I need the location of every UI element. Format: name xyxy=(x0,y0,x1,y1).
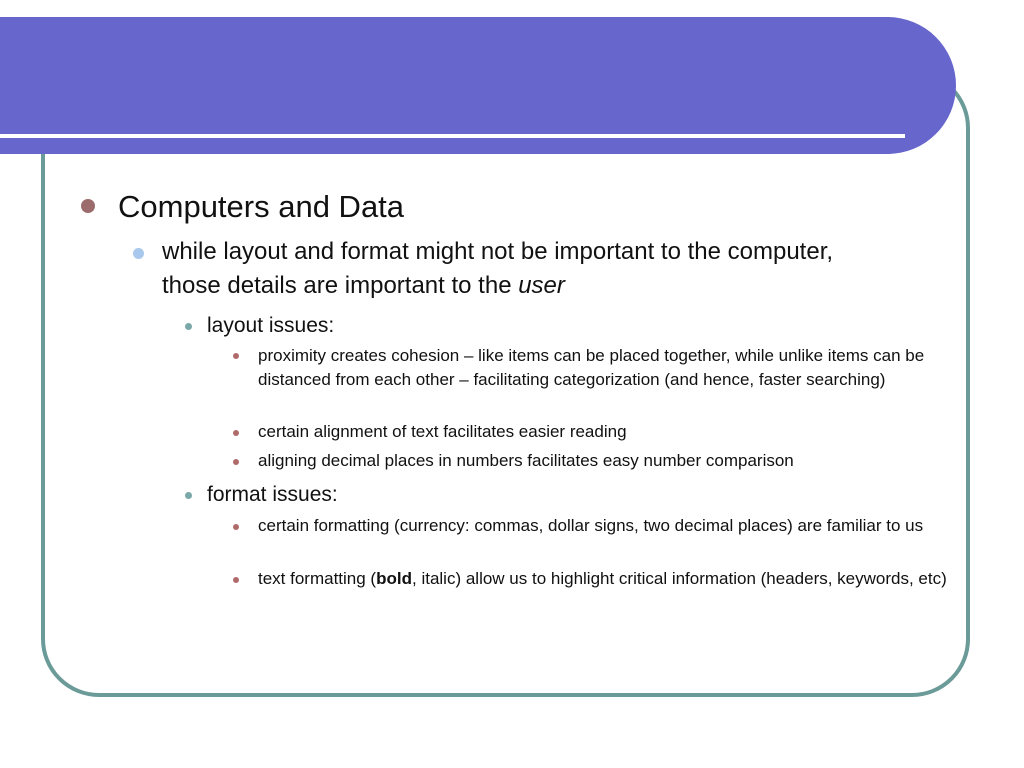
bullet-level4-icon xyxy=(233,577,239,583)
layout-issue-item-3: aligning decimal places in numbers facilitates easy number comparison xyxy=(258,451,794,470)
format-issue-item-2 xyxy=(258,567,948,591)
heading-computers-and-data: Computers and Data xyxy=(118,189,405,224)
layout-issue-item-1: proximity creates cohesion – like items can be placed together, while unlike items can be distanced from each other – facilitating categorization (and hence, faster searching) xyxy=(258,346,925,389)
bullet-level3-icon xyxy=(185,323,192,330)
format-issue-item-2-after: , italic) allow us to highlight critical information (headers, keywords, etc) xyxy=(412,569,947,588)
layout-issue-item-2: certain alignment of text facilitates easier reading xyxy=(258,422,627,441)
main-point-text: while layout and format might not be important to the computer, those details are important to the xyxy=(162,238,834,299)
format-issue-item-1: certain formatting (currency: commas, dollar signs, two decimal places) are familiar to us xyxy=(258,516,924,535)
format-issue-item-2-before: text formatting ( xyxy=(258,569,377,588)
format-issues-label: format issues: xyxy=(207,483,338,506)
bullet-level4-icon xyxy=(233,430,239,436)
bullet-level4-icon xyxy=(233,524,239,530)
format-issue-item-2-bold: bold xyxy=(376,569,412,588)
bullet-level4-icon xyxy=(233,459,239,465)
bullet-level4-icon xyxy=(233,353,239,359)
layout-issues-label: layout issues: xyxy=(207,314,335,337)
bullet-level3-icon xyxy=(185,492,192,499)
bullet-level1-icon xyxy=(81,199,95,213)
main-point-emphasis: user xyxy=(518,272,565,299)
main-point xyxy=(162,235,862,303)
bullet-level2-icon xyxy=(133,248,144,259)
